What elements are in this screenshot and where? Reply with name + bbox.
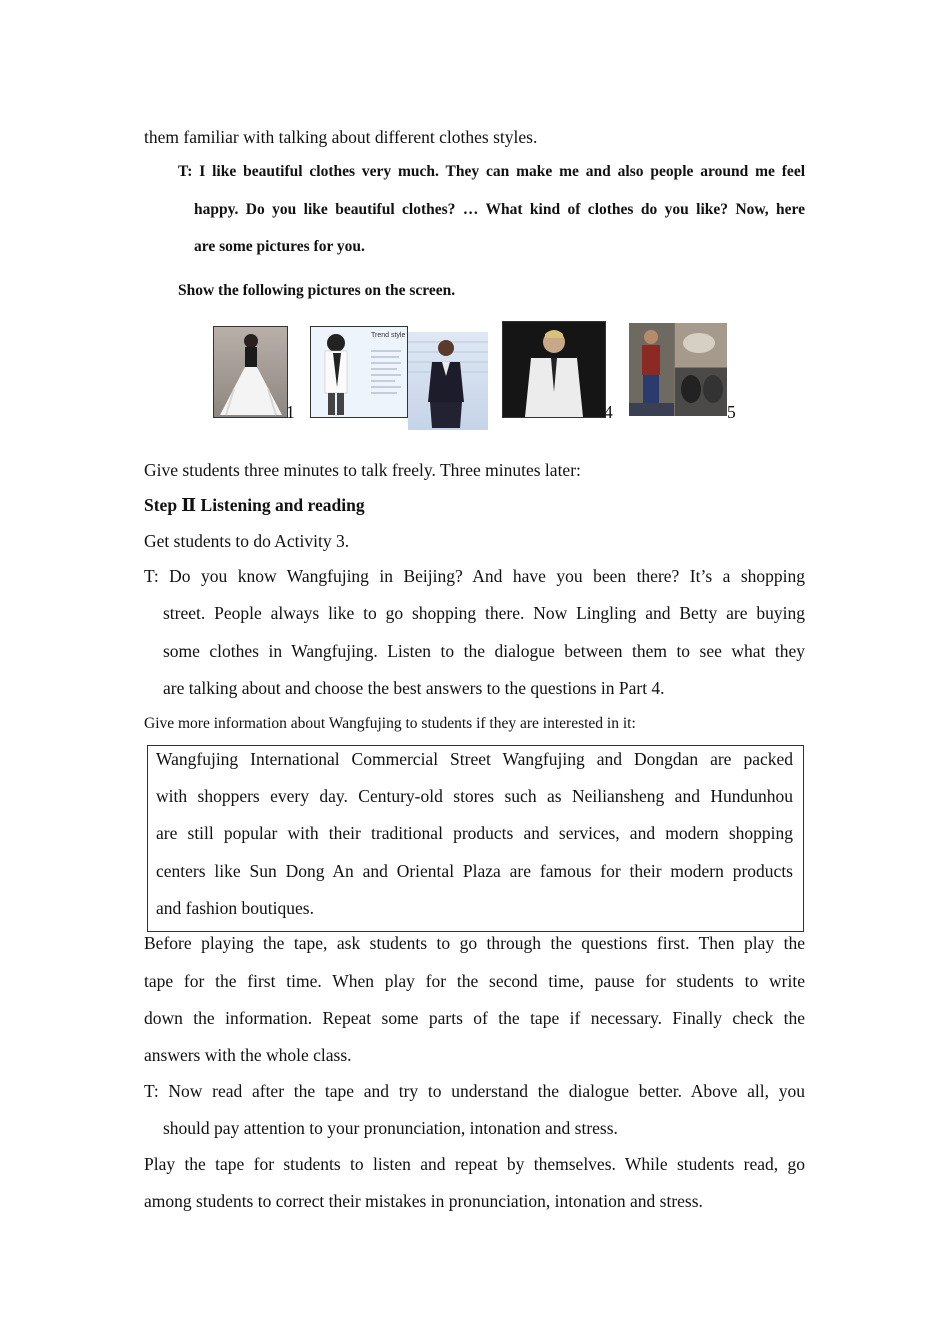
- activity-line: Get students to do Activity 3.: [144, 531, 350, 551]
- question-para-line-4: are talking about and choose the best answers to the questions in Part 4.: [163, 678, 665, 698]
- teacher-quote-line-1: T: I like beautiful clothes very much. They can make me and also people around me feel: [178, 163, 805, 180]
- info-box-line-1: Wangfujing International Commercial Street Wangfujing and Dongdan are packed: [156, 749, 793, 769]
- info-box-line-2: with shoppers every day. Century-old stores such as Neiliansheng and Hundunhou: [156, 786, 793, 806]
- question-para-line-2: street. People always like to go shopping there. Now Lingling and Betty are buying: [163, 603, 805, 623]
- more-info-line: Give more information about Wangfujing to students if they are interested in it:: [144, 715, 636, 732]
- picture-label-4: 4: [604, 402, 613, 422]
- white-suit-photo: [502, 321, 606, 418]
- tape-para-line-4: answers with the whole class.: [144, 1045, 352, 1065]
- intro-line: them familiar with talking about different clothes styles.: [144, 127, 538, 147]
- play-para-line-1: Play the tape for students to listen and repeat by themselves. While students read, go: [144, 1154, 805, 1174]
- show-instruction: Show the following pictures on the screen.: [178, 282, 456, 299]
- info-box-line-4: centers like Sun Dong An and Oriental Plaza are famous for their modern products: [156, 861, 793, 881]
- trend-style-photo: [310, 326, 408, 418]
- teacher-quote-line-2: happy. Do you like beautiful clothes? … What kind of clothes do you like? Now, here: [194, 201, 805, 218]
- picture-label-1: 1: [286, 402, 295, 422]
- question-para-line-3: some clothes in Wangfujing. Listen to the dialogue between them to see what they: [163, 641, 805, 661]
- picture-label-5: 5: [727, 402, 736, 422]
- wedding-dress-photo: [213, 326, 288, 418]
- read-para-line-1: T: Now read after the tape and try to understand the dialogue better. Above all, you: [144, 1081, 805, 1101]
- talk-line: Give students three minutes to talk freely. Three minutes later:: [144, 460, 581, 480]
- tape-para-line-1: Before playing the tape, ask students to go through the questions first. Then play the: [144, 933, 805, 953]
- read-para-line-2: should pay attention to your pronunciation, intonation and stress.: [163, 1118, 618, 1138]
- poster-caption: Trend style: [371, 332, 406, 339]
- tape-para-line-3: down the information. Repeat some parts of the tape if necessary. Finally check the: [144, 1008, 805, 1028]
- info-box-line-5: and fashion boutiques.: [156, 898, 314, 918]
- question-para-line-1: T: Do you know Wangfujing in Beijing? And have you been there? It’s a shopping: [144, 566, 805, 586]
- casual-collage-photo: [629, 323, 727, 416]
- business-suit-photo: [408, 332, 488, 430]
- info-box-line-3: are still popular with their traditional products and services, and modern shopping: [156, 823, 793, 843]
- teacher-quote-line-3: are some pictures for you.: [194, 238, 365, 255]
- play-para-line-2: among students to correct their mistakes in pronunciation, intonation and stress.: [144, 1191, 703, 1211]
- tape-para-line-2: tape for the first time. When play for the second time, pause for students to write: [144, 971, 805, 991]
- step-heading: Step Ⅱ Listening and reading: [144, 495, 365, 515]
